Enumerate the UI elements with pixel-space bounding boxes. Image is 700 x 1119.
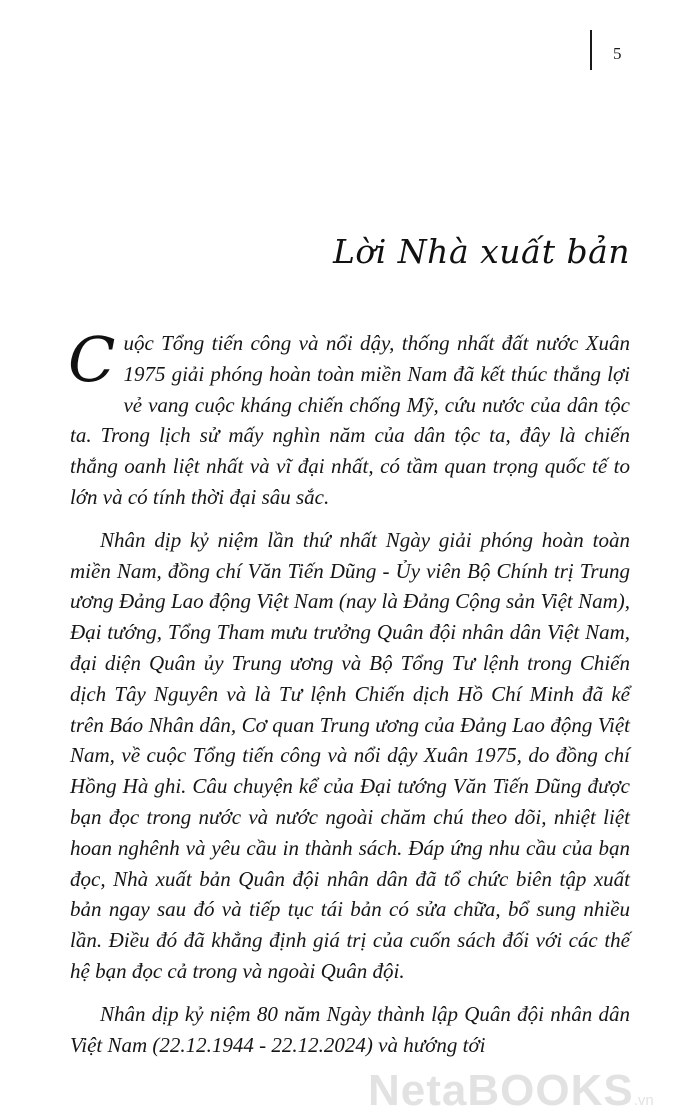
chapter-title: Lời Nhà xuất bản <box>332 232 630 271</box>
paragraph-1 <box>68 323 630 513</box>
body-text <box>68 323 630 1072</box>
watermark <box>368 1068 654 1119</box>
drop-cap: C <box>68 323 116 396</box>
watermark-brand: NetaBOOKS <box>368 1066 634 1115</box>
paragraph-3: Nhân dịp kỷ niệm 80 năm Ngày thành lập Quân đội nhân dân Việt Nam (22.12.1944 - 22.12.2024) và hướng tới <box>70 1001 630 1057</box>
watermark-tld: .vn <box>633 1092 654 1109</box>
paragraph-1-text: uộc Tổng tiến công và nổi dậy, thống nhất đất nước Xuân 1975 giải phóng hoàn toàn miền Nam đã kết thúc thắng lợi vẻ vang cuộc kháng chiến chống Mỹ, cứu nước của dân tộc ta. Trong lịch sử mấy nghìn năm của dân tộc ta, đây là chiến thắng oanh liệt nhất và vĩ đại nhất, có tầm quan trọng quốc tế to lớn và có tính thời đại sâu sắc. <box>70 331 630 509</box>
page-number: 5 <box>613 44 622 63</box>
paragraph-2: Nhân dịp kỷ niệm lần thứ nhất Ngày giải phóng hoàn toàn miền Nam, đồng chí Văn Tiến Dũng - Ủy viên Bộ Chính trị Trung ương Đảng Lao động Việt Nam (nay là Đảng Cộng sản Việt Nam), Đại tướng, Tổng Tham mưu trưởng Quân đội nhân dân Việt Nam, đại diện Quân ủy Trung ương và Bộ Tổng Tư lệnh trong Chiến dịch Tây Nguyên và là Tư lệnh Chiến dịch Hồ Chí Minh đã kể trên Báo Nhân dân, Cơ quan Trung ương của Đảng Lao động Việt Nam, về cuộc Tổng tiến công và nổi dậy Xuân 1975, do đồng chí Hồng Hà ghi. Câu chuyện kể của Đại tướng Văn Tiến Dũng được bạn đọc trong nước và nước ngoài chăm chú theo dõi, nhiệt liệt hoan nghênh và yêu cầu in thành sách. Đáp ứng nhu cầu của bạn đọc, Nhà xuất bản Quân đội nhân dân đã tổ chức biên tập xuất bản ngay sau đó và tiếp tục tái bản có sửa chữa, bổ sung nhiều lần. Điều đó đã khẳng định giá trị của cuốn sách đối với các thế hệ bạn đọc cả trong và ngoài Quân đội. <box>70 527 630 983</box>
header-rule <box>590 30 592 70</box>
